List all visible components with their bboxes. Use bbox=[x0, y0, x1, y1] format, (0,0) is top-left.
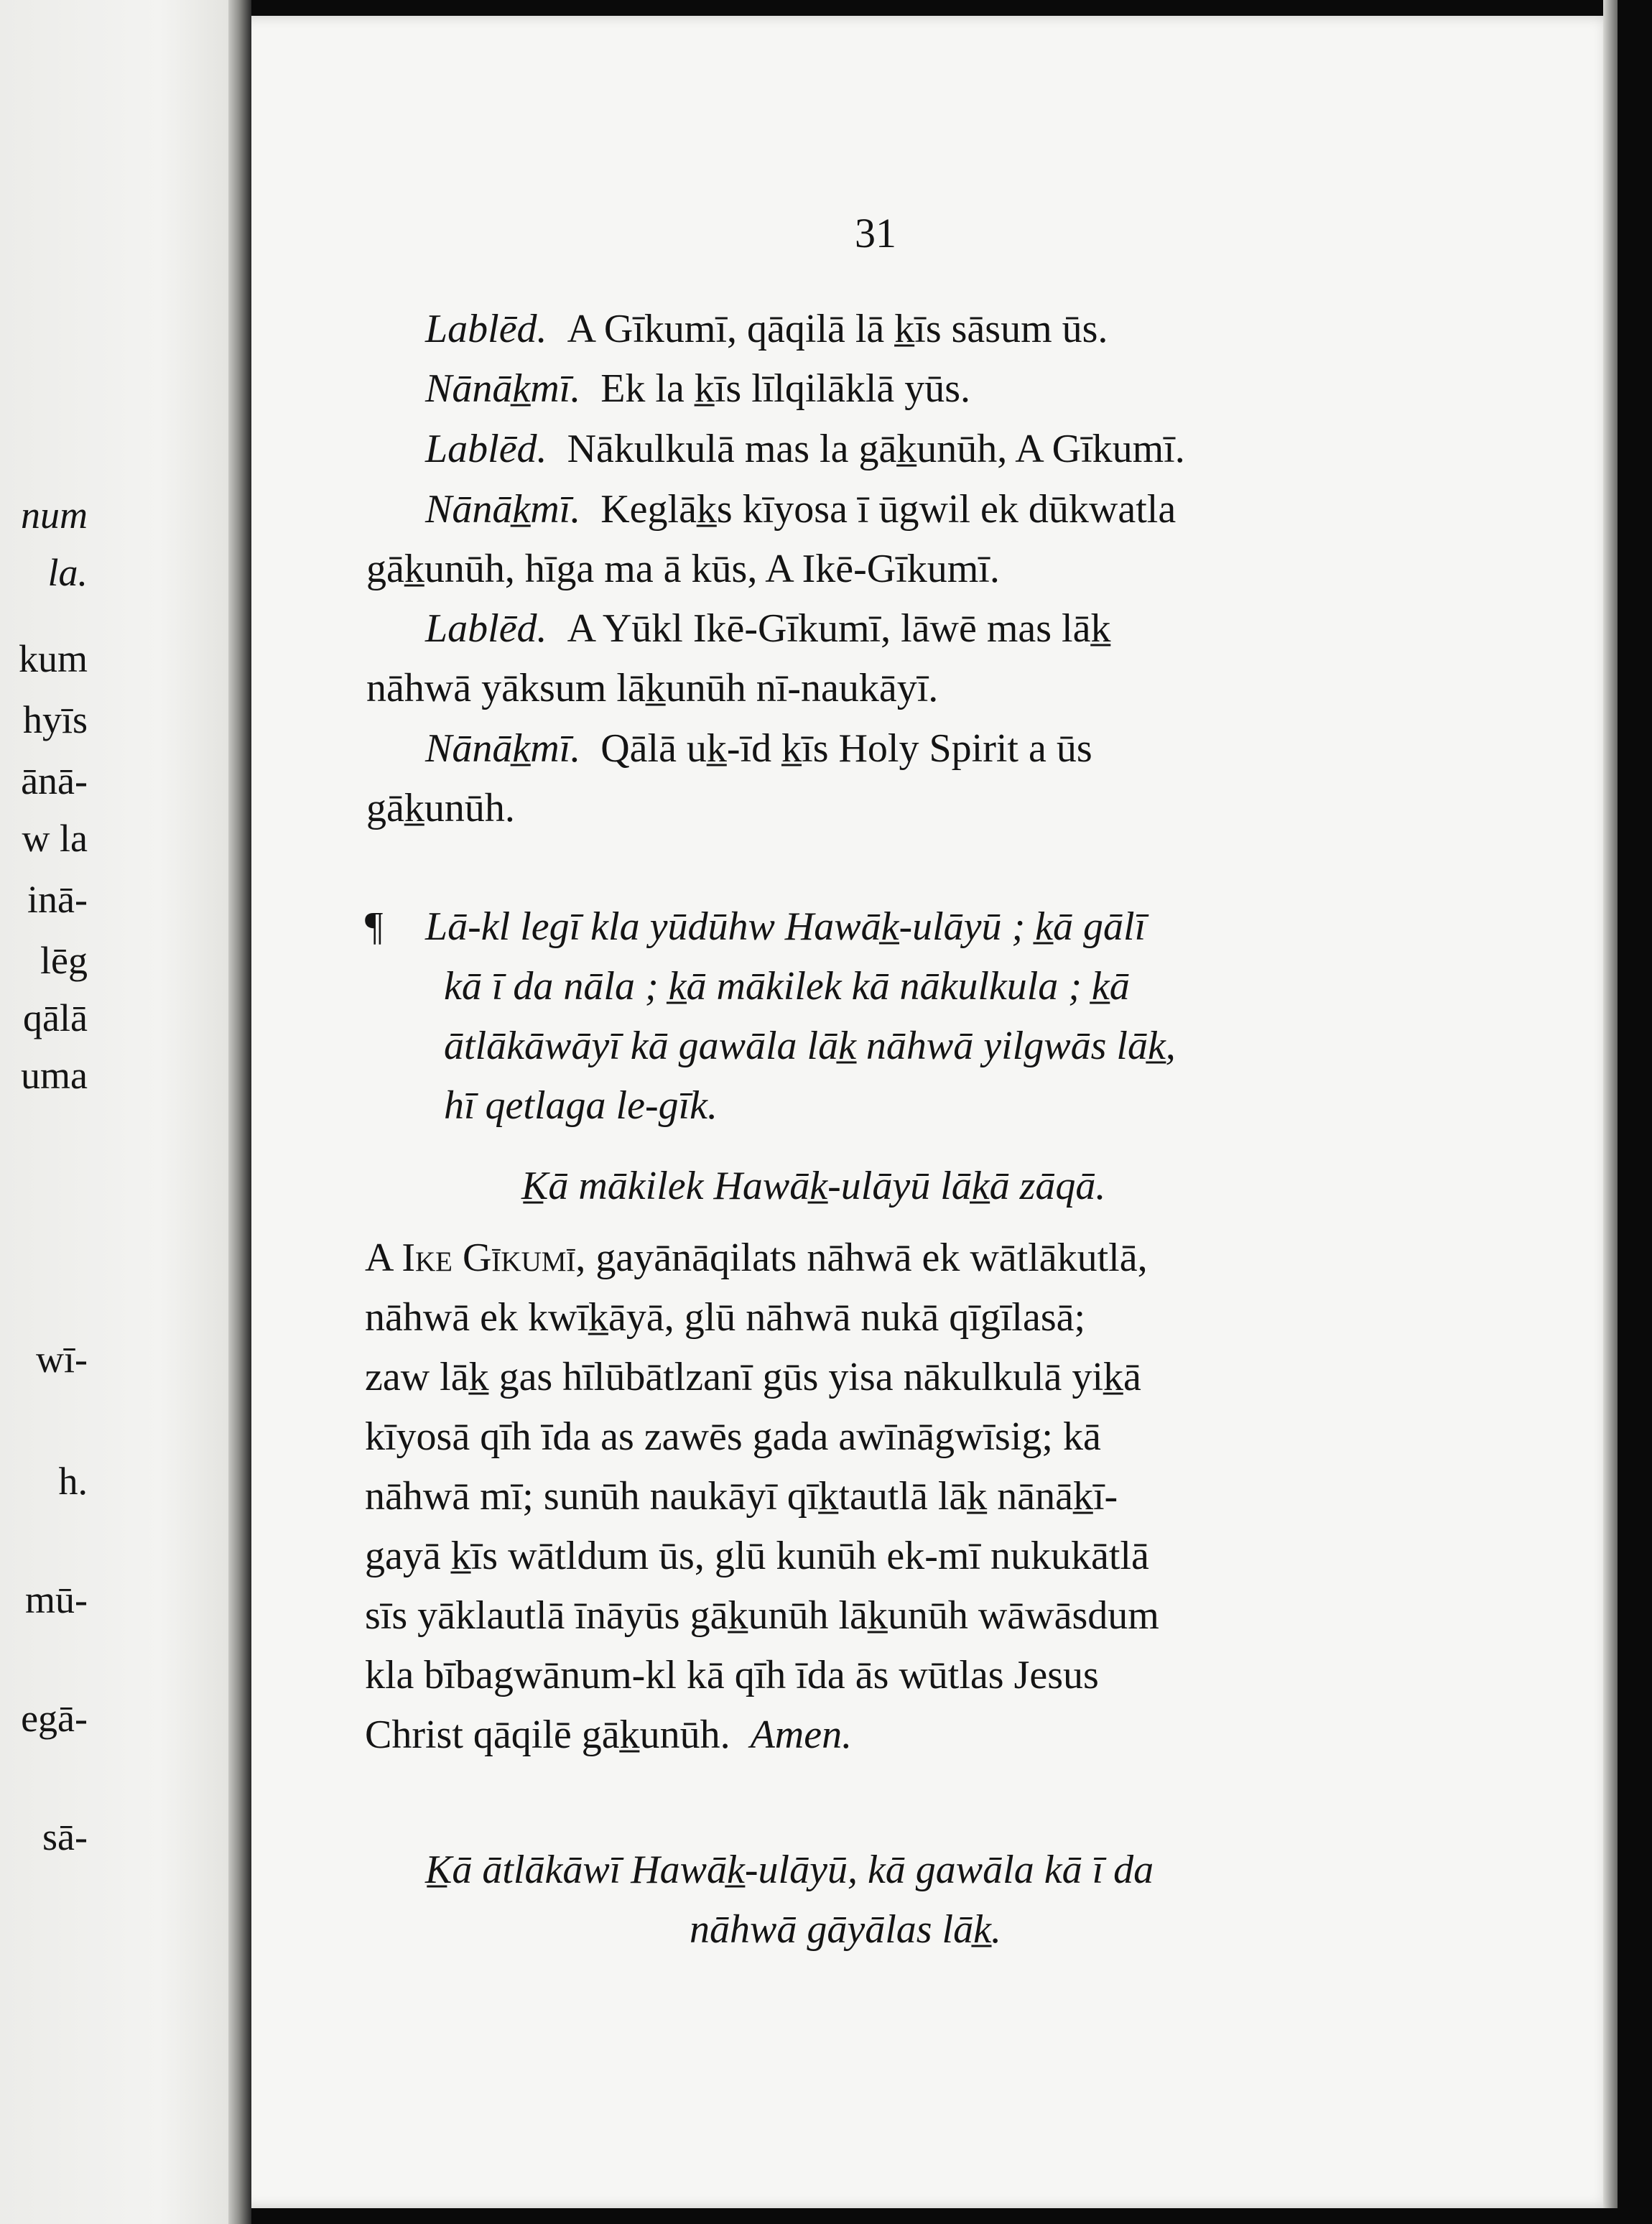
rubric-line: kā ī da nāla ; k̲ā mākilek kā nākulkula ; k̲ā bbox=[444, 964, 1130, 1009]
speaker-label: Lablēd. bbox=[425, 427, 547, 471]
rubric-line: hī qetlaga le-gīk. bbox=[444, 1083, 718, 1128]
left-page-fragment: lēg bbox=[40, 939, 88, 982]
collect-line: sīs yāklautlā īnāyūs gāk̲unūh lāk̲unūh wāwāsdum bbox=[365, 1593, 1159, 1638]
left-page-fragment: mū- bbox=[25, 1578, 88, 1621]
page-bottom-edge bbox=[251, 2208, 1652, 2224]
dialogue-line bbox=[425, 429, 1185, 469]
collect-line bbox=[365, 1238, 1148, 1278]
collect-text: Christ qāqilē gāk̲unūh. bbox=[365, 1713, 730, 1757]
left-page-fragment: kum bbox=[18, 637, 88, 680]
left-page-fragment: w la bbox=[22, 817, 88, 860]
page-number: 31 bbox=[855, 210, 896, 256]
collect-heading: K̲ā mākilek Hawāk̲-ulāyū lāk̲ā zāqā. bbox=[521, 1164, 1106, 1208]
speaker-label: Nānāk̲mī. bbox=[425, 726, 581, 771]
dialogue-text: A Yūkl Ikē-Gīkumī, lāwē mas lāk̲ bbox=[567, 606, 1111, 651]
collect-line: gayā k̲īs wātldum ūs, glū kunūh ek-mī nukukātlā bbox=[365, 1534, 1149, 1578]
collect-line: zaw lāk̲ gas hīlūbātlzanī gūs yisa nākulkulā yik̲ā bbox=[365, 1355, 1141, 1399]
page-edge bbox=[1603, 0, 1618, 2224]
left-page-fragment: num bbox=[21, 494, 88, 537]
section-heading: nāhwā gāyālas lāk̲. bbox=[690, 1907, 1001, 1952]
previous-page bbox=[0, 0, 228, 2224]
left-page-fragment: wī- bbox=[36, 1338, 88, 1381]
left-page-fragment: hyīs bbox=[22, 698, 88, 741]
left-page-fragment: uma bbox=[21, 1054, 88, 1097]
speaker-label: Lablēd. bbox=[425, 307, 547, 351]
dialogue-line bbox=[425, 608, 1110, 649]
dialogue-continuation: nāhwā yāksum lāk̲unūh nī-naukāyī. bbox=[366, 666, 939, 710]
amen-text: Amen. bbox=[750, 1713, 853, 1757]
speaker-label: Lablēd. bbox=[425, 606, 547, 651]
speaker-label: Nānāk̲mī. bbox=[425, 487, 581, 532]
left-page-fragment: egā- bbox=[21, 1697, 88, 1740]
dialogue-text: A Gīkumī, qāqilā lā k̲īs sāsum ūs. bbox=[567, 307, 1108, 351]
collect-line bbox=[365, 1715, 852, 1755]
collect-text: gayānāqilats nāhwā ek wātlākutlā, bbox=[585, 1236, 1148, 1280]
left-page-fragment: sā- bbox=[42, 1815, 88, 1858]
left-page-fragment: h. bbox=[58, 1460, 88, 1503]
dialogue-line bbox=[425, 728, 1092, 769]
left-page-fragment: ānā- bbox=[21, 759, 88, 802]
dialogue-line bbox=[425, 487, 1177, 532]
rubric-line: ātlākāwāyī kā gawāla lāk̲ nāhwā yilgwās lāk̲, bbox=[444, 1024, 1176, 1068]
dialogue-line bbox=[425, 309, 1108, 349]
collect-opening: A Ike Gīkumī, bbox=[365, 1236, 586, 1280]
dialogue-text: Qālā uk̲-īd k̲īs Holy Spirit a ūs bbox=[600, 726, 1092, 771]
left-page-fragment: inā- bbox=[27, 878, 88, 921]
dialogue-text: Ek la k̲īs līlqilāklā yūs. bbox=[600, 366, 971, 411]
collect-line: kla bībagwānum-kl kā qīh īda ās wūtlas Jesus bbox=[365, 1653, 1099, 1697]
collect-line: nāhwā mī; sunūh naukāyī qīk̲tautlā lāk̲ nānāk̲ī- bbox=[365, 1474, 1118, 1519]
dialogue-text: Keglāk̲s kīyosa ī ūgwil ek dūkwatla bbox=[600, 487, 1177, 532]
pilcrow-mark: ¶ bbox=[365, 904, 384, 949]
collect-line: nāhwā ek kwīk̲āyā, glū nāhwā nukā qīgīlasā; bbox=[365, 1295, 1086, 1340]
left-page-fragment: la. bbox=[47, 551, 88, 594]
rubric-line: Lā-kl legī kla yūdūhw Hawāk̲-ulāyū ; k̲ā gālī bbox=[425, 904, 1146, 949]
dialogue-line bbox=[425, 366, 971, 411]
dialogue-text: Nākulkulā mas la gāk̲unūh, A Gīkumī. bbox=[567, 427, 1185, 471]
book-gutter bbox=[228, 0, 251, 2224]
collect-line: kīyosā qīh īda as zawēs gada awīnāgwīsig; kā bbox=[365, 1414, 1101, 1459]
dialogue-continuation: gāk̲unūh, hīga ma ā kūs, A Ikē-Gīkumī. bbox=[366, 547, 1000, 591]
section-heading: K̲ā ātlākāwī Hawāk̲-ulāyū, kā gawāla kā ī da bbox=[425, 1848, 1154, 1892]
dialogue-continuation: gāk̲unūh. bbox=[366, 786, 515, 830]
left-page-fragment: qālā bbox=[23, 996, 88, 1039]
speaker-label: Nānāk̲mī. bbox=[425, 366, 581, 411]
